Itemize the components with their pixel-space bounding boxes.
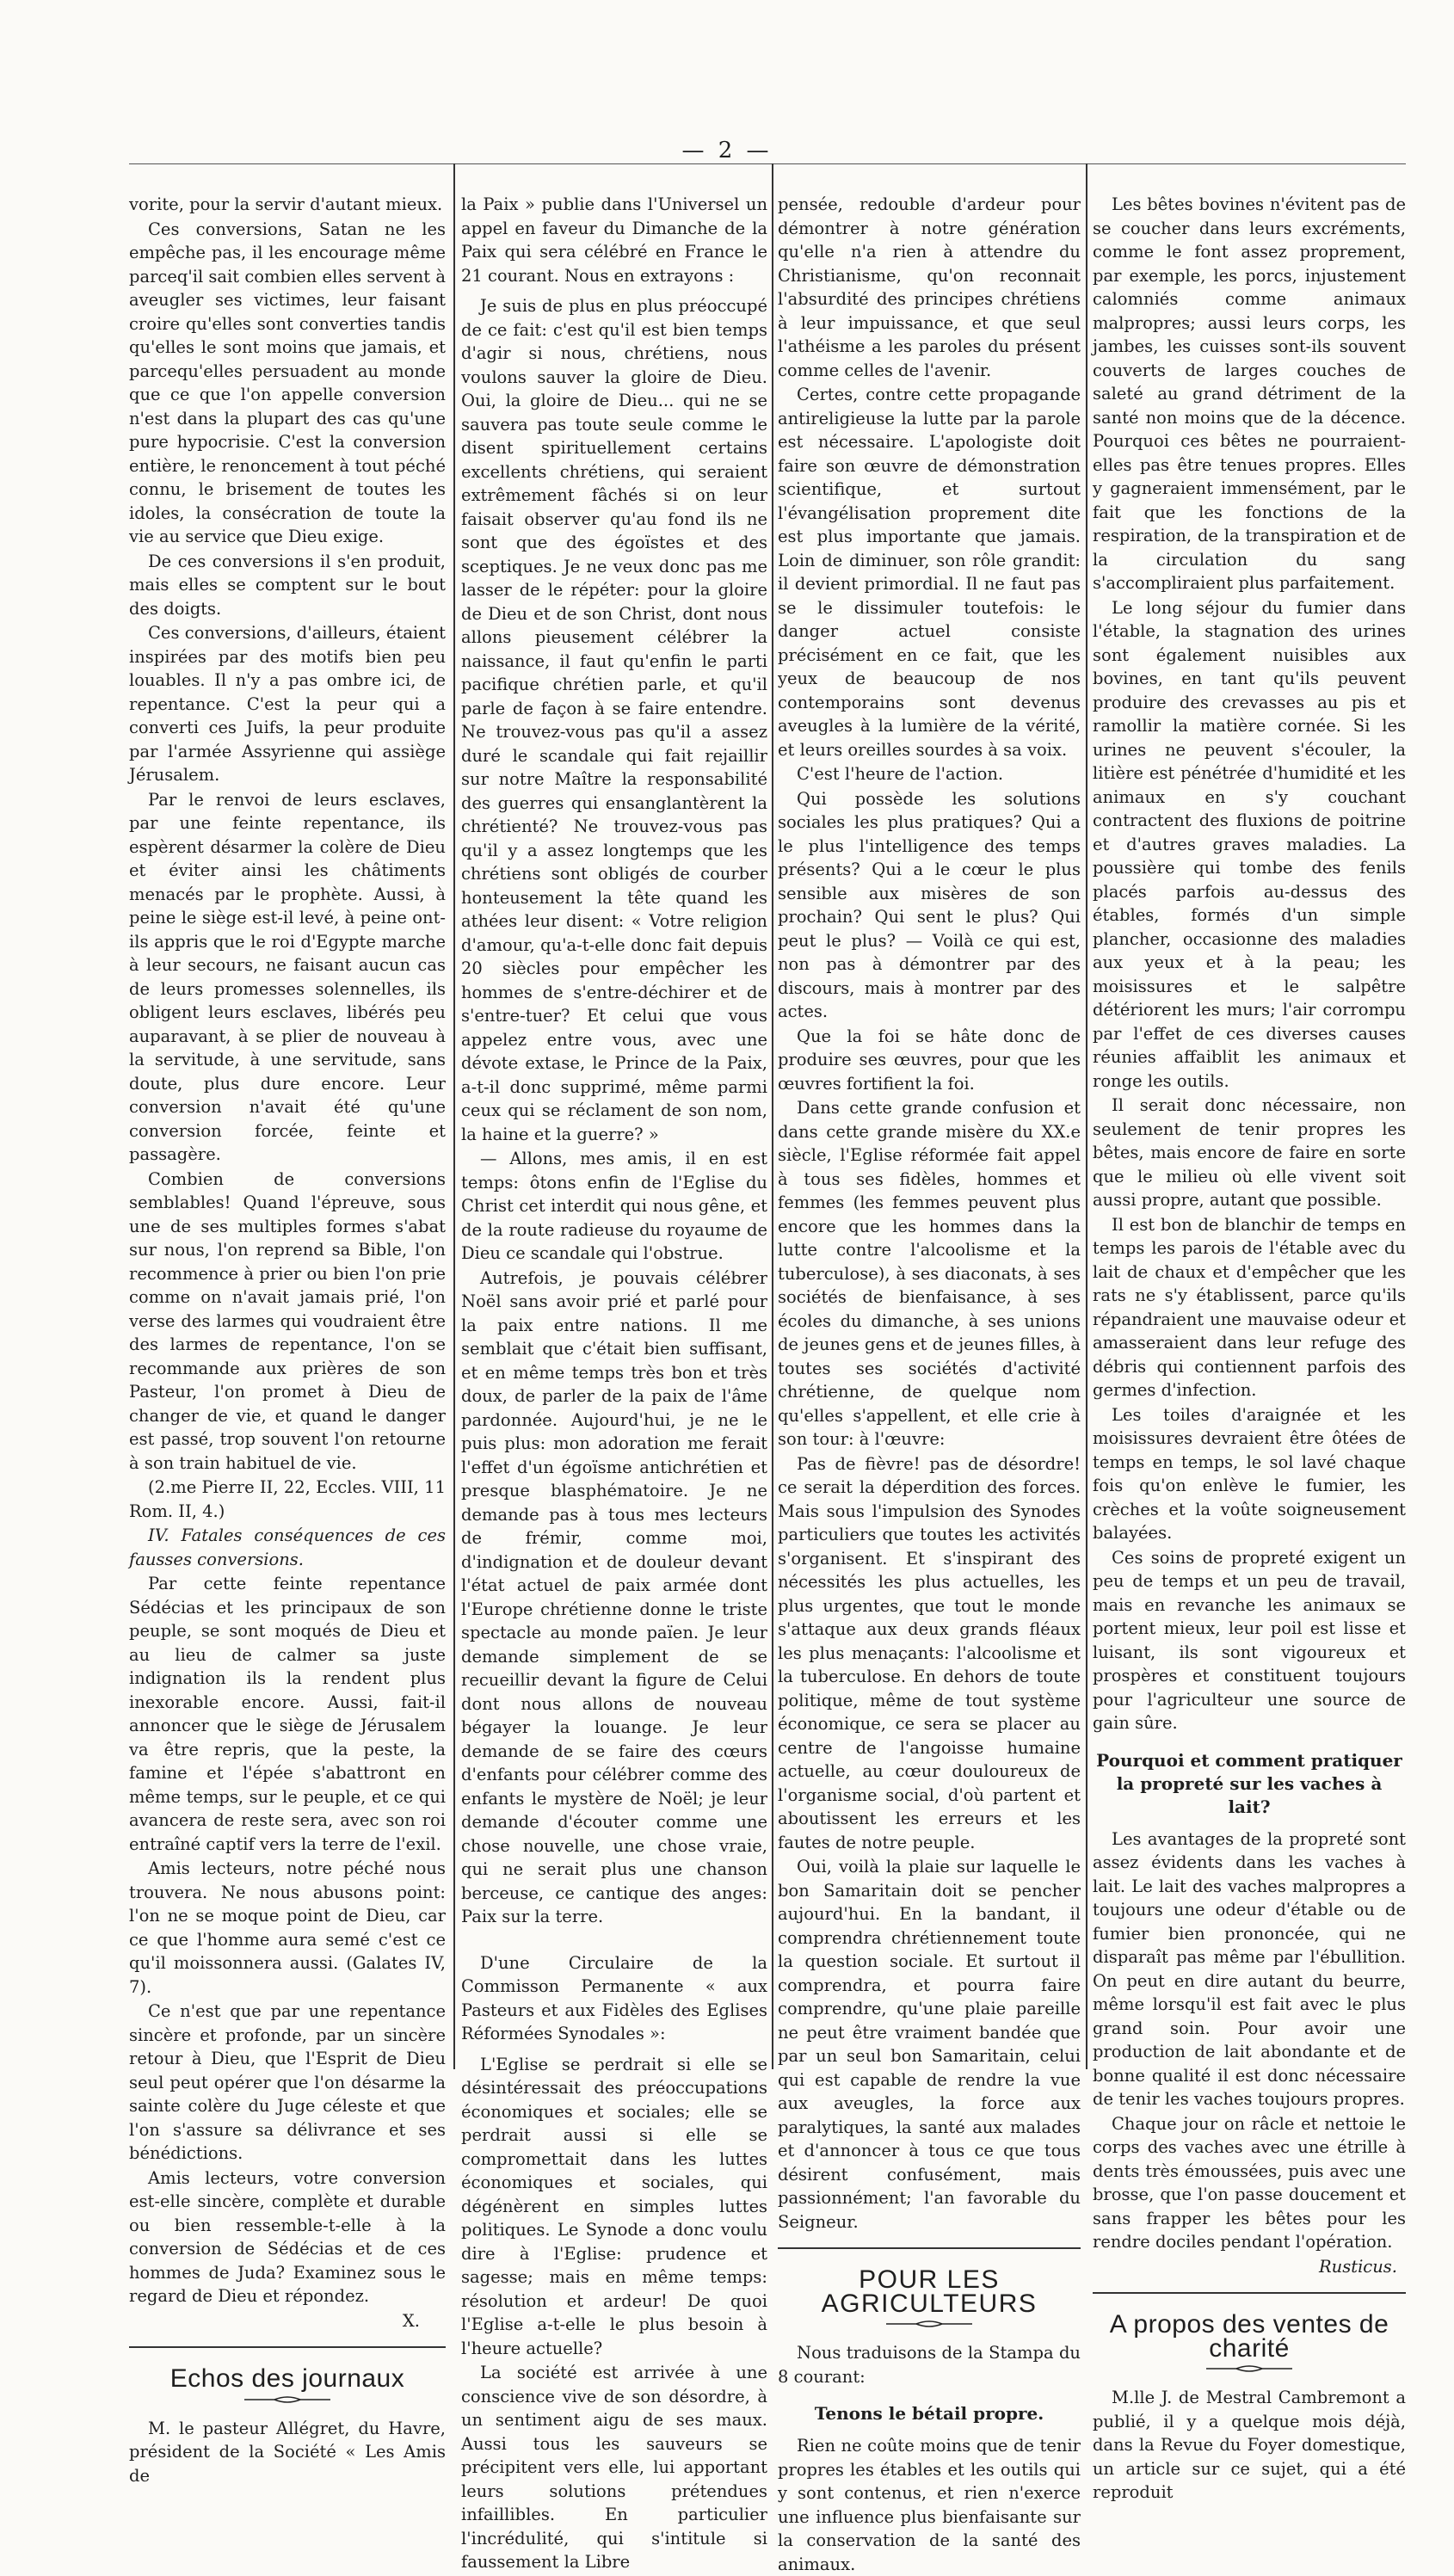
quote-paragraph: — Allons, mes amis, il en est temps: ôtons enfin de l'Eglise du Christ cet interdit qui nous gêne, et de la route radieuse du royaume de Dieu ce scandale qui l'obstrue.: [461, 1149, 767, 1263]
paragraph: Ces soins de propreté exigent un peu de temps et un peu de travail, mais en revanche les animaux se portent mieux, leur poil est lisse et luisant, ils sont vigoureux et prospères et constituent toujours pour l'agriculteur une source de gain sûre.: [1093, 1547, 1406, 1733]
paragraph: Il serait donc nécessaire, non seulement de tenir propres les bêtes, mais encore de faire en sorte que le milieu où elle vivent soit aussi propre, autant que possible.: [1093, 1095, 1406, 1210]
ornament-icon: [882, 2319, 977, 2329]
paragraph: pensée, redouble d'ardeur pour démontrer à notre génération qu'elle n'a rien à attendre du Christianisme, qu'on reconnait l'absurdité des principes chrétiens à leur impuissance, et que seul l'athéisme a les paroles du présent comme celles de l'avenir.: [778, 194, 1081, 380]
quote-paragraph: La société est arrivée à une conscience vive de son désordre, à un sentiment aigu de ses maux. Aussi tous les sauveurs se précipitent vers elle, lui apportant leurs solutions prétendues infaillibles. En particulier l'incrédulité, qui s'intitule si faussement la Libre: [461, 2363, 767, 2572]
paragraph: Amis lecteurs, votre conversion est-elle sincère, complète et durable ou bien ressemble-t-elle à la conversion de Sédécias et de ces hommes de Juda? Examinez sous le regard de Dieu et répondez.: [129, 2167, 446, 2306]
column-1: [129, 193, 446, 2486]
echos-title: Echos des journaux: [169, 2364, 405, 2393]
column-4: [1093, 193, 1406, 2502]
paragraph: Ce n'est que par une repentance sincère et profonde, par un sincère retour à Dieu, que l'Esprit de Dieu seul peut opérer que l'on désarme la sainte colère du Juge céleste et que l'on s'assure sa délivrance et ses bénédictions.: [129, 2001, 446, 2163]
paragraph: Chaque jour on râcle et nettoie le corps des vaches avec une étrille à dents très émoussées, puis avec une brosse, que l'on passe doucement et sans frapper les bêtes pour les rendre dociles pendant l'opération.: [1093, 2113, 1406, 2252]
ornament-icon: [240, 2394, 335, 2405]
quote-paragraph: Autrefois, je pouvais célébrer Noël sans avoir prié et parlé pour la paix entre nations. Il me semblait que c'était bien suffisant, et en même temps très bon et très doux, de parler de la paix de l'âme pardonnée. Aujourd'hui, je ne le puis plus: mon adoration me ferait l'effet d'un égoïsme antichrétien et presque blasphématoire. Je ne demande pas à tous mes lecteurs de frémir, comme moi, d'indignation et de douleur devant l'état actuel de paix armée dont l'Europe chrétienne donne le triste spectacle au monde païen. Je leur demande simplement de se recueillir devant la figure de Celui dont nous allons de nouveau bégayer la louange. Je leur demande de se faire des cœurs d'enfants pour célébrer comme des enfants le mystère de Noël; je leur demande d'écouter comme une chose nouvelle, une chose vraie, qui ne serait plus une chanson berceuse, ce cantique des anges: Paix sur la terre.: [461, 1267, 767, 1926]
paragraph: Nous traduisons de la Stampa du 8 courant:: [778, 2343, 1081, 2387]
section-divider: [1093, 2292, 1406, 2294]
paragraph: De ces conversions il s'en produit, mais elles se comptent sur le bout des doigts.: [129, 551, 446, 619]
column-2: [461, 193, 767, 2572]
paragraph: Par le renvoi de leurs esclaves, par une feinte repentance, ils espèrent désarmer la colère de Dieu et éviter ainsi les châtiments menacés par le prophète. Aussi, à peine le siège est-il levé, à peine ont-ils appris que le roi d'Egypte marche à leur secours, ne faisant aucun cas de leurs promesses solennelles, ils obligent leurs esclaves, libérés peu auparavant, à se plier de nouveau à la servitude, à une servitude, sans doute, plus dure encore. Leur conversion n'avait été qu'une conversion forcée, feinte et passagère.: [129, 789, 446, 1164]
paragraph: C'est l'heure de l'action.: [797, 764, 1004, 784]
paragraph: D'une Circulaire de la Commisson Permanente « aux Pasteurs et aux Fidèles des Eglises Réformées Synodales »:: [461, 1952, 767, 2043]
ornament-icon: [1202, 2363, 1297, 2374]
quote-paragraph: Je suis de plus en plus préoccupé de ce fait: c'est qu'il est bien temps d'agir si nous, chrétiens, nous voulons sauver la gloire de Dieu. Oui, la gloire de Dieu... qui ne se sauvera pas toute seule comme le disent spirituellement certains excellents chrétiens, qui seraient extrêmement fâchés si on leur faisait observer qu'au fond ils ne sont que des égoïstes et des sceptiques. Je ne veux donc pas me lasser de le répéter: pour la gloire de Dieu et de son Christ, dont nous allons pieusement célébrer la naissance, il faut qu'enfin le parti pacifique chrétien parle, et qu'il parle de façon à se faire entendre. Ne trouvez-vous pas qu'il a assez duré le scandale qui fait rejaillir sur notre Maître la responsabilité des guerres qui ensanglantèrent la chrétienté? Ne trouvez-vous pas qu'il y a assez longtemps que les chrétiens sont obligés de courber honteusement la tête quand les athées leur disent: « Votre religion d'amour, qu'a-t-elle donc fait depuis 20 siècles pour empêcher les hommes de s'entre-déchirer et de s'entre-tuer? Et celui que vous appelez entre vous, avec une dévote extase, le Prince de la Paix, a-t-il donc supprimé, même parmi ceux qui se réclament de son nom, la haine et la guerre? »: [461, 296, 767, 1144]
paragraph: Qui possède les solutions sociales les plus pratiques? Qui a le plus l'intelligence des temps présents? Qui a le cœur le plus sensible aux misères de son prochain? Qui sent le plus? Qui peut le plus? — Voilà ce qui est, non pas à démontrer par des discours, mais à montrer par des actes.: [778, 788, 1081, 1021]
paragraph: Pas de fièvre! pas de désordre! ce serait la déperdition des forces. Mais sous l'impulsion des Synodes particuliers que toutes les activités s'organisent. Et s'inspirant des nécessités les plus actuelles, les plus urgentes, que tout le monde s'attaque aux deux grands fléaux les plus menaçants: l'alcoolisme et la tuberculose. En dehors de toute politique, même de tout système économique, ce sera se placer au centre de l'angoisse humaine actuelle, au cœur douloureux de l'organisme social, d'où partent et aboutissent les erreurs et les fautes de notre peuple.: [778, 1453, 1081, 1852]
paragraph: Le long séjour du fumier dans l'étable, la stagnation des urines sont également nuisibles aux bovines, en tant qu'ils peuvent produire des crevasses au pis et ramollir la matière cornée. Si les urines ne peuvent s'écouler, la litière est pénétrée d'humidité et les animaux en s'y couchant contractent des fluxions de poitrine et d'autres graves maladies. La poussière qui tombe des fenils placés parfois au-dessus des étables, formés d'un simple plancher, occasionne des maladies aux yeux et à la peau; les moisissures et le salpêtre détériorent les murs; l'air corrompu par l'effet de ces diverses causes réunies affaiblit les animaux et ronge les outils.: [1093, 597, 1406, 1091]
paragraph: Dans cette grande confusion et dans cette grande misère du XX.e siècle, l'Eglise réformée fait appel à tous ses fidèles, hommes et femmes (les femmes peuvent plus encore que les hommes dans la lutte contre l'alcoolisme et la tuberculose), à ses diaconats, à ses sociétés de bienfaisance, à ses écoles du dimanche, à ses unions de jeunes gens et de jeunes filles, à toutes ses sociétés d'activité chrétienne, de quelque nom qu'elles s'appellent, et elle crie à son tour: à l'œuvre:: [778, 1098, 1081, 1449]
signature: Rusticus.: [1318, 2256, 1397, 2277]
paragraph: Par cette feinte repentance Sédécias et les principaux de son peuple, se sont moqués de Dieu et au lieu de calmer sa juste indignation ils la rendent plus inexorable encore. Aussi, fait-il annoncer que le siège de Jérusalem va être repris, que la peste, la famine et l'épée s'abattront en même temps, sur le peuple, et ce qui avancera de reste sera, avec son roi entraîné captif vers la terre de l'exil.: [129, 1574, 446, 1854]
column-rule: [772, 163, 773, 2069]
paragraph: Rien ne coûte moins que de tenir propres les étables et les outils qui y sont contenus, et rien n'exerce une influence plus bienfaisante sur la conservation de la santé des animaux.: [778, 2436, 1081, 2574]
subsection-title: Pourquoi et comment pratiquer la propreté sur les vaches à lait?: [1096, 1749, 1402, 1817]
quote-paragraph: L'Eglise se perdrait si elle se désintéressait des préoccupations économiques et sociales; elle se perdrait aussi si elle se compromettait dans les luttes économiques et sociales, qui dégénèrent en simples luttes politiques. Le Synode a donc voulu dire à l'Eglise: prudence et sagesse; mais en même temps: résolution et ardeur! De quoi l'Eglise a-t-elle le plus besoin à l'heure actuelle?: [461, 2054, 767, 2358]
scripture-reference: (2.me Pierre II, 22, Eccles. VIII, 11 Rom. II, 4.): [129, 1477, 446, 1521]
section-divider: [129, 2346, 446, 2348]
paragraph: Que la foi se hâte donc de produire ses œuvres, pour que les œuvres fortifient la foi.: [778, 1026, 1081, 1094]
paragraph: M. le pasteur Allégret, du Havre, président de la Société « Les Amis de: [129, 2418, 446, 2486]
paragraph: Certes, contre cette propagande antireligieuse la lutte par la parole est nécessaire. L'apologiste doit faire son œuvre de démonstration scientifique, et surtout l'évangélisation proprement dite est plus importante que jamais. Loin de diminuer, son rôle grandit: il devient primordial. Il ne faut pas se le dissimuler toutefois: le danger actuel consiste précisément en ce fait, que les yeux de beaucoup de nos contemporains sont devenus aveugles à la lumière de la vérité, et leurs oreilles sourdes à sa voix.: [778, 385, 1081, 760]
paragraph: Ces conversions, d'ailleurs, étaient inspirées par des motifs bien peu louables. Il n'y a pas ombre ici, de repentance. C'est la peur qui a converti ces Juifs, la peur produite par l'armée Assyrienne qui assiège Jérusalem.: [129, 623, 446, 785]
paragraph: Ces conversions, Satan ne les empêche pas, il les encourage même parceq'il sait combien elles servent à aveugler ses victimes, leur faisant croire qu'elles sont converties tandis qu'elles le sont moins que jamais, et parcequ'elles persuadent au monde que ce que l'on appelle conversion n'est dans la plupart des cas qu'une pure hypocrisie. C'est la conversion entière, le renoncement à tout péché connu, le brisement de toutes les idoles, la consécration de toute la vie au service que Dieu exige.: [129, 219, 446, 546]
paragraph: Combien de conversions semblables! Quand l'épreuve, sous une de ses multiples formes s'abat sur nous, l'on reprend sa Bible, l'on recommence à prier ou bien l'on prie comme on n'avait jamais prié, l'on verse des larmes qui voudraient être des larmes de repentance, l'on se recommande aux prières de son Pasteur, l'on promet à Dieu de changer de vie, et quand le danger est passé, trop souvent l'on retourne à son train habituel de vie.: [129, 1168, 446, 1473]
paragraph: Oui, voilà la plaie sur laquelle le bon Samaritain doit se pencher aujourd'hui. En la bandant, il comprendra chrétiennement toute la question sociale. Et surtout il comprendra, et pourra faire comprendre, qu'une plaie pareille ne peut être vraiment bandée que par un seul bon Samaritain, celui qui est capable de rendre la vue aux aveugles, la force aux paralytiques, la santé aux malades et d'annoncer à tous ce que tous désirent confusément, mais passionnément; l'an favorable du Seigneur.: [778, 1857, 1081, 2232]
subsection-title: Tenons le bétail propre.: [814, 2403, 1044, 2424]
paragraph: vorite, pour la servir d'autant mieux.: [129, 194, 443, 214]
charite-title: A propos des ventes de charité: [1109, 2310, 1389, 2363]
section-divider: [778, 2247, 1081, 2249]
paragraph: la Paix » publie dans l'Universel un appel en faveur du Dimanche de la Paix qui sera célébré en France le 21 courant. Nous en extrayons :: [461, 194, 767, 286]
paragraph: Les toiles d'araignée et les moisissures devraient être ôtées de temps en temps, le sol lavé chaque fois qu'on enlève le fumier, les crèches et la voûte soigneusement balayées.: [1093, 1404, 1406, 1543]
column-rule: [1086, 163, 1087, 2069]
paragraph: Amis lecteurs, notre péché nous trouvera. Ne nous abusons point: l'on ne se moque point de Dieu, car ce que l'homme aura semé c'est ce qu'il moissonnera aussi. (Galates IV, 7).: [129, 1858, 446, 1997]
section-heading-iv: IV. Fatales conséquences de ces fausses conversions.: [129, 1525, 446, 1569]
agriculteurs-title: POUR LES AGRICULTEURS: [821, 2265, 1038, 2318]
column-rule: [453, 163, 455, 2069]
paragraph: Il est bon de blanchir de temps en temps les parois de l'étable avec du lait de chaux et d'empêcher que les rats ne s'y établissent, parce qu'ils répandraient une mauvaise odeur et amasseraient dans leur refuge des débris qui contiennent parfois des germes d'infection.: [1093, 1214, 1406, 1400]
paragraph: Les bêtes bovines n'évitent pas de se coucher dans leurs excréments, comme le font assez proprement, par exemple, les porcs, injustement calomniés comme animaux malpropres; aussi leurs corps, les jambes, les cuisses sont-ils souvent couverts de larges couches de saleté au grand détriment de la santé non moins que de la décence. Pourquoi ces bêtes ne pourraient-elles pas être tenues propres. Elles y gagneraient immensément, par le fait que les fonctions de la respiration, de la transpiration et de la circulation du sang s'accompliraient plus parfaitement.: [1093, 194, 1406, 593]
page-number: — 2 —: [681, 138, 773, 163]
signature: X.: [402, 2310, 420, 2331]
header-rule: [129, 163, 1406, 164]
paragraph: Les avantages de la propreté sont assez évidents dans les vaches à lait. Le lait des vaches malpropres a toujours une odeur d'étable ou de fumier bien prononcée, qui ne disparaît pas même par l'ébullition. On peut en dire autant du beurre, même lorsqu'il est fait avec le plus grand soin. Pour avoir une production de lait abondante et de bonne qualité il est donc nécessaire de tenir les vaches toujours propres.: [1093, 1828, 1406, 2109]
paragraph: M.lle J. de Mestral Cambremont a publié, il y a quelque mois déjà, dans la Revue du Foyer domestique, un article sur ce sujet, qui a été reproduit: [1093, 2388, 1406, 2502]
column-3: [778, 193, 1081, 2574]
